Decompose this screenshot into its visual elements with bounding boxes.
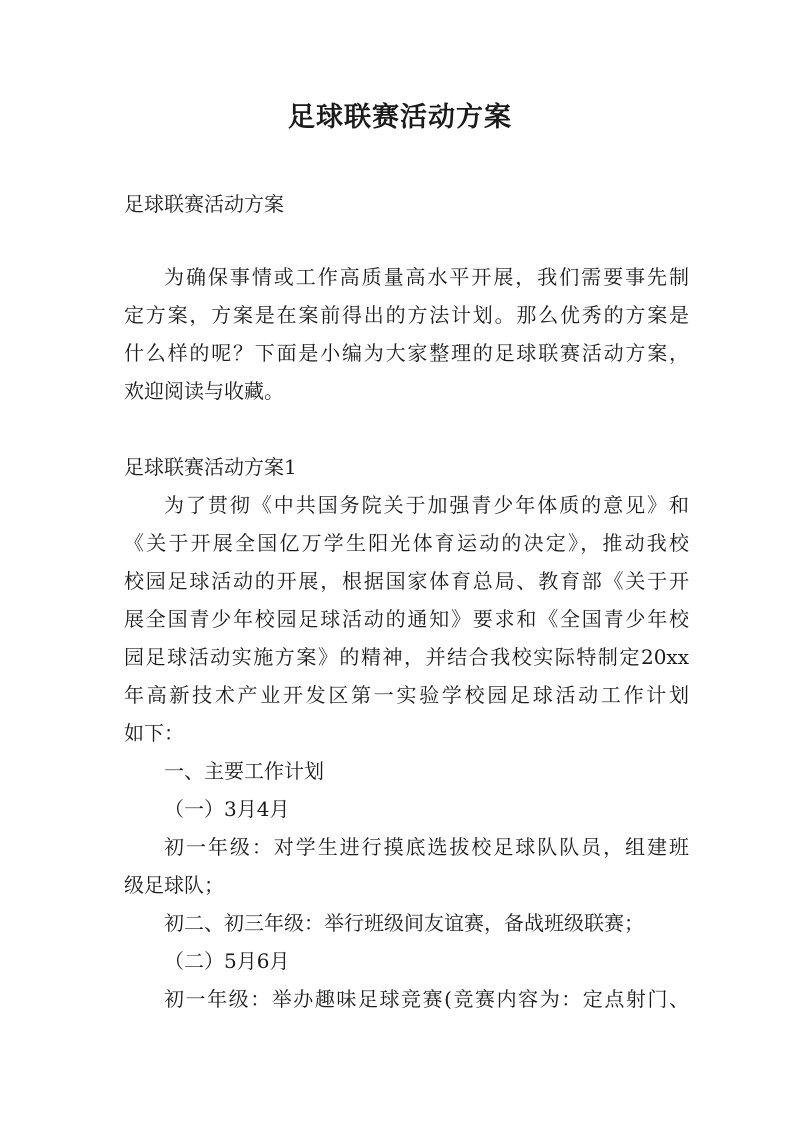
document-title: 足球联赛活动方案 bbox=[288, 102, 512, 133]
period-heading: （一）3月4月 bbox=[164, 797, 290, 821]
plan-heading: 一、主要工作计划 bbox=[164, 759, 324, 783]
body-line: 展全国青少年校园足球活动的通知》要求和《全国青少年校 bbox=[124, 607, 689, 631]
plan-item-line: 初二、初三年级：举行班级间友谊赛，备战班级联赛； bbox=[164, 911, 644, 935]
intro-line: 定方案，方案是在案前得出的方法计划。那么优秀的方案是 bbox=[124, 303, 689, 327]
body-line: 年高新技术产业开发区第一实验学校园足球活动工作计划 bbox=[124, 683, 689, 707]
plan-item-line: 初一年级：对学生进行摸底选拔校足球队队员，组建班 bbox=[164, 835, 689, 859]
intro-line: 欢迎阅读与收藏。 bbox=[124, 379, 284, 403]
body-line: 校园足球活动的开展，根据国家体育总局、教育部《关于开 bbox=[124, 569, 689, 593]
body-line: 园足球活动实施方案》的精神，并结合我校实际特制定20xx bbox=[124, 645, 689, 669]
body-line: 如下： bbox=[124, 721, 184, 745]
body-line: 《关于开展全国亿万学生阳光体育运动的决定》，推动我校 bbox=[124, 531, 689, 555]
intro-line: 为确保事情或工作高质量高水平开展，我们需要事先制 bbox=[164, 265, 689, 289]
intro-line: 什么样的呢？下面是小编为大家整理的足球联赛活动方案， bbox=[124, 341, 689, 365]
plan-item-line: 级足球队； bbox=[124, 873, 224, 897]
body-line: 为了贯彻《中共国务院关于加强青少年体质的意见》和 bbox=[164, 493, 689, 517]
section-heading: 足球联赛活动方案1 bbox=[124, 455, 297, 479]
document-subtitle: 足球联赛活动方案 bbox=[124, 192, 284, 216]
plan-item-line: 初一年级：举办趣味足球竞赛(竞赛内容为：定点射门、 bbox=[164, 987, 689, 1011]
period-heading: （二）5月6月 bbox=[164, 949, 290, 973]
